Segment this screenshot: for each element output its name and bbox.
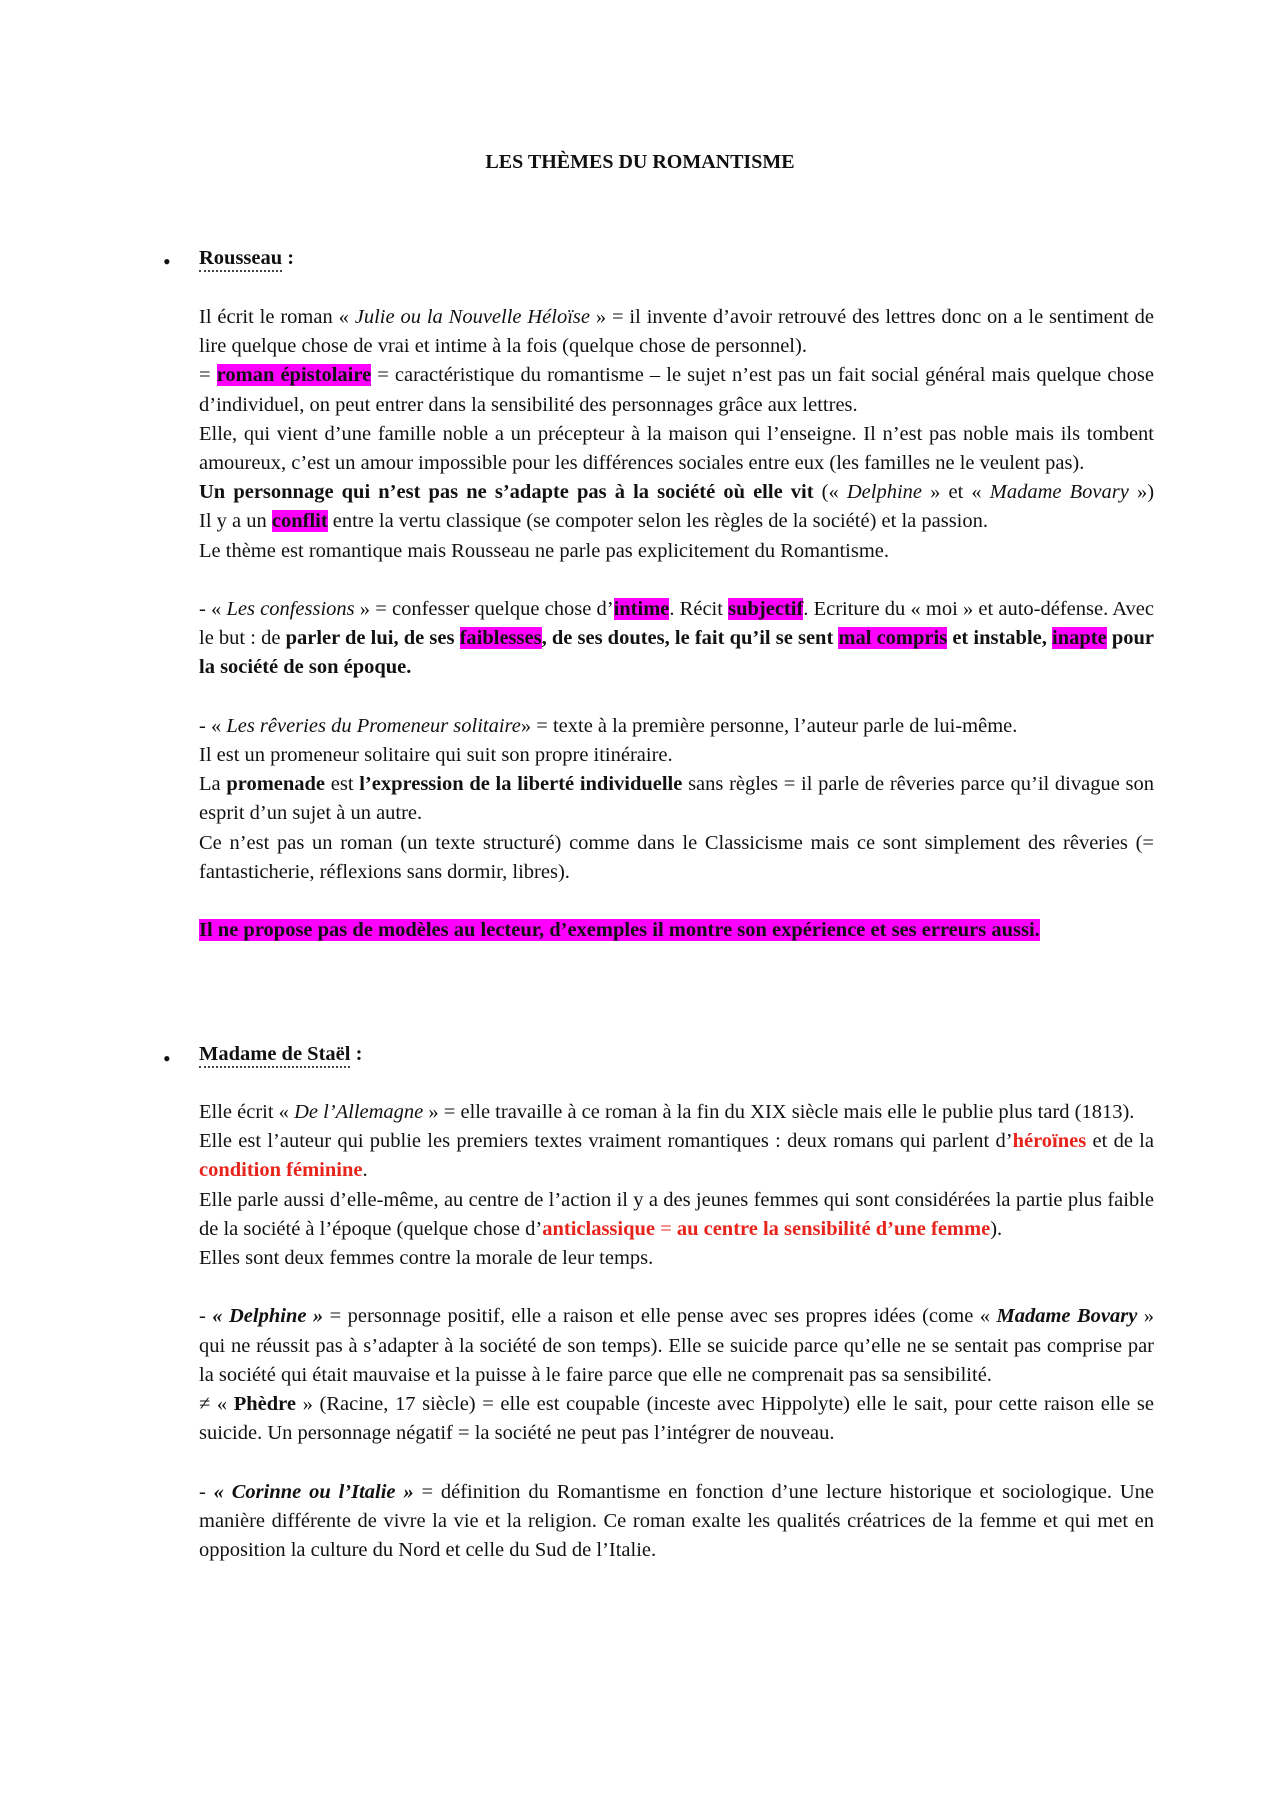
text-run: » = texte à la première personne, l’auteur parle de lui-même. — [520, 714, 1018, 737]
highlighted-term: faiblesses — [459, 627, 542, 650]
highlighted-term: intime — [613, 598, 670, 621]
text-run: = personnage positif, elle a raison et elle pense avec ses propres idées (come « — [323, 1305, 997, 1328]
paragraph: Il est un promeneur solitaire qui suit son propre itinéraire. — [199, 744, 673, 767]
bullet-icon: • — [163, 249, 171, 274]
book-title: Madame Bovary — [989, 481, 1129, 504]
text-run: est — [325, 773, 360, 796]
text-run: . Ecriture du « moi » et auto-défense. Avec le but : de — [199, 598, 1154, 650]
heading-text: Rousseau — [199, 247, 282, 272]
highlighted-term: conflit — [271, 510, 328, 533]
bold-run: pour la société de son époque. — [199, 627, 1154, 679]
red-term: héroïnes — [1012, 1130, 1087, 1153]
bullet-icon: • — [163, 1046, 171, 1071]
text-run: . — [362, 1159, 368, 1182]
heading-colon: : — [350, 1043, 363, 1065]
bold-run: Un personnage qui n’est pas ne s’adapte pas à la société où elle vit — [199, 481, 814, 504]
bold-run: , de ses doutes, le fait qu’il se sent — [541, 627, 839, 650]
text-run: » = elle travaille à ce roman à la fin du XIX siècle mais elle le publie plus tard (1813). — [423, 1101, 1135, 1123]
heading-colon: : — [282, 247, 295, 269]
bold-run: parler de lui, de ses — [285, 627, 460, 650]
text-run: ). — [990, 1217, 1003, 1240]
text-run: ≠ « — [199, 1393, 234, 1416]
book-title: « Corinne ou l’Italie » — [213, 1480, 414, 1503]
section-heading-rousseau — [199, 247, 294, 270]
paragraph — [199, 916, 1154, 945]
paragraph — [199, 507, 1154, 536]
red-term: anticlassique — [542, 1217, 656, 1240]
text-run: = — [655, 1217, 677, 1240]
text-run: sans règles = il parle de rêveries parce qu’il divague son esprit d’un sujet à un autre. — [199, 773, 1154, 825]
paragraph — [199, 1186, 1154, 1244]
text-run: La — [199, 773, 227, 796]
text-run: - — [199, 1480, 214, 1503]
red-term: au centre la sensibilité d’une femme — [676, 1217, 991, 1240]
book-title: Julie ou la Nouvelle Héloïse — [354, 306, 590, 328]
text-run: = caractéristique du romantisme – le sujet n’est pas un fait social général mais quelque chose d’individuel, on peut entrer dans la sensibilité des personnages grâce aux lettres. — [199, 364, 1155, 416]
bold-run: Phèdre — [233, 1393, 297, 1416]
bold-run: et instable, — [947, 627, 1053, 650]
highlighted-term: inapte — [1052, 627, 1107, 650]
text-run: » = il invente d’avoir retrouvé des lettres donc on a le sentiment de lire quelque chose de vrai et intime à la fois (quelque chose de personnel). — [199, 306, 1154, 358]
text-run: » qui ne réussit pas à s’adapter à la société de son temps). Elle se suicide parce qu’elle ne se sentait pas comprise par la société qui était mauvaise et la puisse à le faire parce que elle ne comprenait pas sa sensibilité. — [199, 1305, 1155, 1386]
text-run: - « — [199, 714, 227, 737]
paragraph: Le thème est romantique mais Rousseau ne parle pas explicitement du Romantisme. — [199, 539, 889, 562]
text-run: = — [199, 364, 217, 387]
paragraph: Elle, qui vient d’une famille noble a un précepteur à la maison qui l’enseigne. Il n’est pas noble mais ils tombent amoureux, c’est un amour impossible pour les différences sociales entre eux (les familles ne le veulent pas). — [199, 422, 1154, 475]
paragraph — [199, 1302, 1154, 1390]
book-title: Delphine — [846, 481, 923, 504]
bold-run: promenade — [226, 773, 326, 796]
text-run: et de la — [1086, 1130, 1154, 1153]
text-run: Elle est l’auteur qui publie les premiers textes vraiment romantiques : deux romans qui parlent d’ — [199, 1130, 1013, 1153]
paragraph — [199, 478, 1154, 507]
paragraph — [199, 1390, 1154, 1448]
paragraph — [199, 1098, 1154, 1127]
book-title: Madame Bovary — [996, 1305, 1138, 1328]
paragraph — [199, 1127, 1154, 1185]
highlighted-term: mal compris — [838, 627, 948, 650]
stael-body — [199, 1098, 1154, 1565]
page-title: LES THÈMES DU ROMANTISME — [485, 151, 795, 173]
book-title: Les rêveries du Promeneur solitaire — [226, 714, 521, 737]
text-run: » = confesser quelque chose d’ — [354, 598, 614, 621]
bold-run: l’expression de la liberté individuelle — [359, 773, 683, 796]
paragraph — [199, 595, 1154, 683]
paragraph — [199, 770, 1154, 828]
paragraph — [199, 1478, 1154, 1566]
text-run: - « — [199, 598, 227, 621]
text-run: » et « — [922, 481, 990, 504]
text-run: ») — [1128, 481, 1155, 504]
paragraph — [199, 361, 1154, 419]
red-term: condition féminine — [199, 1159, 363, 1182]
text-run: Il écrit le roman « — [199, 306, 355, 328]
paragraph — [199, 712, 1154, 741]
text-run: - — [199, 1305, 213, 1328]
text-run: . Récit — [669, 598, 729, 621]
text-run: Elle parle aussi d’elle-même, au centre de l’action il y a des jeunes femmes qui sont considérées la partie plus faible de la société à l’époque (quelque chose d’ — [199, 1188, 1154, 1240]
paragraph: Elles sont deux femmes contre la morale de leur temps. — [199, 1247, 654, 1270]
paragraph: Ce n’est pas un roman (un texte structuré) comme dans le Classicisme mais ce sont simplement des rêveries (= fantasticherie, réflexions sans dormir, libres). — [199, 831, 1154, 883]
text-run: entre la vertu classique (se compoter selon les règles de la société) et la passion. — [327, 510, 988, 533]
book-title: « Delphine » — [212, 1305, 324, 1328]
highlighted-term: roman épistolaire — [216, 364, 372, 387]
section-heading-stael — [199, 1043, 362, 1066]
highlighted-sentence: Il ne propose pas de modèles au lecteur, d’exemples il montre son expérience et ses erreurs aussi. — [199, 919, 1040, 942]
text-run: Il y a un — [199, 510, 272, 533]
text-run: (« — [813, 481, 847, 504]
text-run: = définition du Romantisme en fonction d’une lecture historique et sociologique. Une manière différente de vivre la vie et la religion. Ce roman exalte les qualités créatrices de la femme et qui met en opposition la culture du Nord et celle du Sud de l’Italie. — [199, 1480, 1154, 1562]
rousseau-body — [199, 303, 1154, 945]
highlighted-term: subjectif — [728, 598, 804, 621]
book-title: De l’Allemagne — [294, 1101, 424, 1123]
heading-text: Madame de Staël — [199, 1043, 350, 1068]
text-run: » (Racine, 17 siècle) = elle est coupable (inceste avec Hippolyte) elle le sait, pour cette raison elle se suicide. Un personnage négatif = la société ne peut pas l’intégrer de nouveau. — [199, 1393, 1154, 1445]
paragraph — [199, 303, 1154, 361]
text-run: Elle écrit « — [199, 1101, 295, 1123]
book-title: Les confessions — [226, 598, 355, 621]
